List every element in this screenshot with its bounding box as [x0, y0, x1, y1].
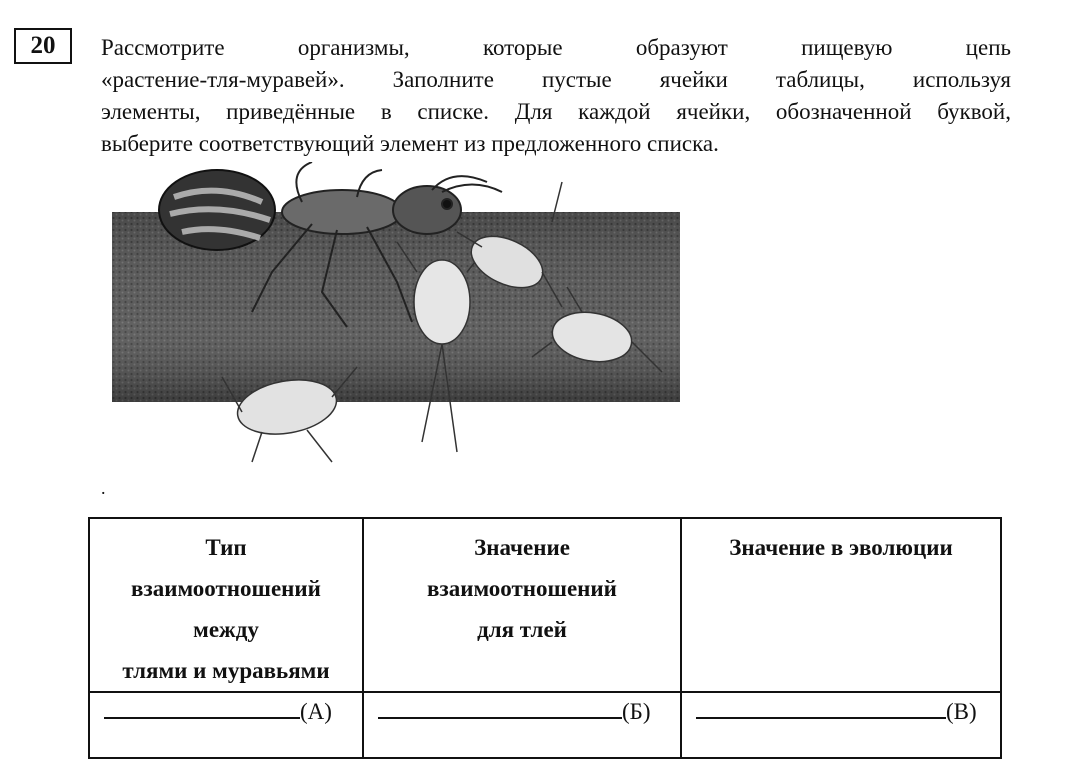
ant-aphid-illustration — [112, 162, 680, 472]
header-line: Значение в эволюции — [729, 535, 953, 560]
header-line: взаимоотношений — [131, 576, 321, 601]
cell-letter-b: (Б) — [622, 699, 651, 724]
task-line: элементы, приведённые в списке. Для каждой ячейки, обозначенной буквой, — [101, 99, 1011, 124]
answer-blank[interactable] — [104, 697, 300, 719]
table-answer-row — [89, 692, 1001, 758]
cell-letter-v: (В) — [946, 699, 977, 724]
task-line: Рассмотрите организмы, которые образуют пищевую цепь — [101, 35, 1011, 60]
answer-cell-b[interactable] — [363, 692, 681, 758]
header-line: для тлей — [477, 617, 567, 642]
header-line: взаимоотношений — [427, 576, 617, 601]
header-relationship-type — [89, 518, 363, 692]
header-line: между — [193, 617, 259, 642]
task-line: выберите соответствующий элемент из предложенного списка. — [101, 131, 719, 156]
answer-cell-v[interactable] — [681, 692, 1001, 758]
task-line: «растение-тля-муравей». Заполните пустые ячейки таблицы, используя — [101, 67, 1011, 92]
cell-letter-a: (А) — [300, 699, 332, 724]
answer-blank[interactable] — [378, 697, 622, 719]
header-line: Тип — [205, 535, 247, 560]
answer-cell-a[interactable] — [89, 692, 363, 758]
task-text — [101, 32, 1011, 160]
table-header-row — [89, 518, 1001, 692]
header-line: Значение — [474, 535, 570, 560]
answer-blank[interactable] — [696, 697, 946, 719]
stray-dot: . — [101, 478, 106, 498]
header-line: тлями и муравьями — [122, 658, 330, 683]
header-evolution-significance — [681, 518, 1001, 692]
question-number: 20 — [14, 28, 72, 64]
answer-table — [88, 517, 1002, 759]
header-aphid-significance — [363, 518, 681, 692]
